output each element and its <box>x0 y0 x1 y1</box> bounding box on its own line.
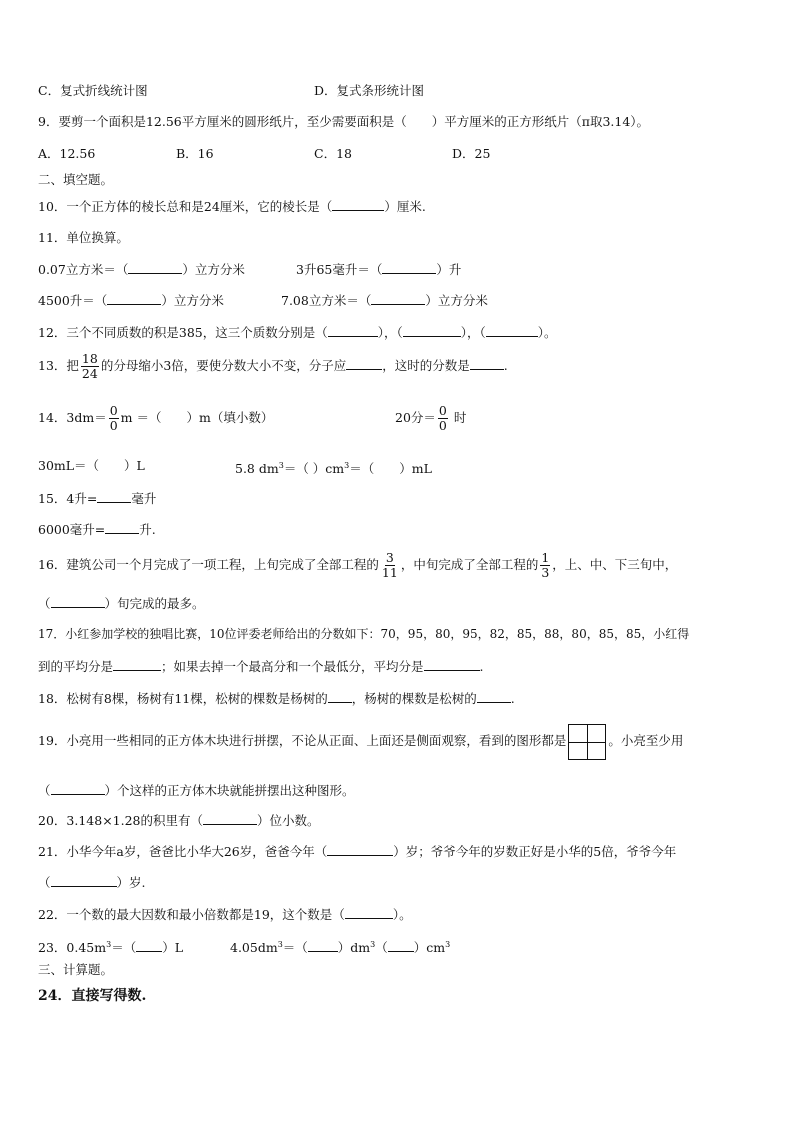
q13-text-c: ，这时的分数是 <box>382 358 470 373</box>
section-fill-in-title: 二、填空题。 <box>38 172 114 187</box>
q14-row2 <box>38 458 432 477</box>
q23-text-c: ）L <box>162 940 184 956</box>
q16-fraction2-num: 1 <box>541 550 550 565</box>
q11-r2-text-d: ）立方分米 <box>425 293 488 308</box>
q16-text-e: ）旬完成的最多。 <box>104 596 205 611</box>
q21-row1 <box>38 843 676 860</box>
q11-r2-blank1[interactable] <box>107 292 161 305</box>
q21-blank1[interactable] <box>327 843 393 856</box>
q11-r1-text-c: 3升65毫升＝（ <box>296 262 383 277</box>
q11-r1-blank1[interactable] <box>128 261 182 274</box>
q17-blank1[interactable] <box>113 658 161 671</box>
q14-sup-g: 3 <box>344 461 350 470</box>
q23-blank2[interactable] <box>308 939 338 952</box>
q16-blank[interactable] <box>51 595 105 608</box>
q11-r2-text-b: ）立方分米 <box>161 293 224 308</box>
q18-text-a: 18．松树有8棵，杨树有11棵，松树的棵数是杨树的 <box>38 691 328 706</box>
q17-text-d: . <box>479 659 484 674</box>
q20 <box>38 812 320 829</box>
q20-text-a: 20．3.148×1.28的积里有（ <box>38 813 203 828</box>
q21-text-b: ）岁；爷爷今年的岁数正好是小华的5倍，爷爷今年 <box>393 844 677 859</box>
q23-text-b: ＝（ <box>111 940 137 956</box>
q21-text-c: （ <box>38 875 51 890</box>
q19-text-a: 19．小亮用一些相同的正方体木块进行拼摆，不论从正面、上面还是侧面观察，看到的图形都是 <box>38 733 567 748</box>
q14-text-c: 20分＝ <box>395 410 436 425</box>
q14-text-h: ＝（ ）mL <box>349 461 432 477</box>
q21-text-a: 21．小华今年a岁，爸爸比小华大26岁，爸爸今年（ <box>38 844 328 859</box>
q22-text-b: ）。 <box>392 907 412 922</box>
q23-blank1[interactable] <box>136 939 162 952</box>
four-squares-grid-icon <box>568 724 606 760</box>
q19-text-d: ）个这样的正方体木块就能拼摆出这种图形。 <box>104 783 355 798</box>
q19-text-b: 。小亮至少用 <box>608 733 684 748</box>
q15-blank2[interactable] <box>105 521 139 534</box>
q16-fraction1-den: 11 <box>381 565 398 580</box>
q12-blank1[interactable] <box>328 324 378 337</box>
q14-fraction1-den: 0 <box>109 418 118 433</box>
q8-options <box>38 83 425 99</box>
q10-text-a: 10．一个正方体的棱长总和是24厘米，它的棱长是（ <box>38 199 333 214</box>
q15-text-d: 升. <box>139 522 156 537</box>
q8-option-d: D．复式条形统计图 <box>314 83 425 98</box>
q17-blank2[interactable] <box>424 658 480 671</box>
q11-r2-text-a: 4500升＝（ <box>38 293 108 308</box>
q11-r1-text-d: ）升 <box>436 262 462 277</box>
q13-fraction <box>81 352 99 381</box>
q23-sup-a: 3 <box>106 940 112 949</box>
q16-row1 <box>38 549 677 581</box>
q18-blank2[interactable] <box>477 690 511 703</box>
q17-row2 <box>38 658 484 675</box>
q13-text-b: 的分母缩小3倍，要使分数大小不变，分子应 <box>100 358 347 373</box>
q22-text-a: 22．一个数的最大因数和最小倍数都是19，这个数是（ <box>38 907 345 922</box>
q23-text-a: 23．0.45m <box>38 940 107 956</box>
q11-r2-text-c: 7.08立方米＝（ <box>281 293 372 308</box>
q14-fraction1-num: 0 <box>109 403 118 418</box>
q23-text-f: ）dm <box>337 940 371 956</box>
q22 <box>38 906 412 923</box>
q17-text-b: 到的平均分是 <box>38 659 114 674</box>
q11-r1-text-b: ）立方分米 <box>182 262 245 277</box>
q14-fraction1 <box>109 404 119 433</box>
q13-fraction-num: 18 <box>81 351 98 366</box>
q12-blank3[interactable] <box>486 324 538 337</box>
q15-row2 <box>38 521 156 538</box>
q12-text-b: ），（ <box>377 325 403 340</box>
q23-text-d: 4.05dm <box>230 940 278 956</box>
q9-option-b: B．16 <box>176 146 214 161</box>
q9-option-c: C．18 <box>314 146 352 161</box>
q9-text: 9．要剪一个面积是12.56平方厘米的圆形纸片，至少需要面积是（ ）平方厘米的正方形纸片（π取3.14）。 <box>38 114 650 129</box>
q16-text-a: 16．建筑公司一个月完成了一项工程，上旬完成了全部工程的 <box>38 557 379 572</box>
q16-fraction2 <box>540 551 550 580</box>
q14-fraction2-num: 0 <box>438 403 447 418</box>
q22-blank[interactable] <box>345 906 393 919</box>
q11-r1-text-a: 0.07立方米＝（ <box>38 262 129 277</box>
q16-fraction2-den: 3 <box>541 565 550 580</box>
q16-text-d: （ <box>38 596 51 611</box>
q14-text-b: m ＝（ ）m（填小数） <box>120 410 274 425</box>
q18 <box>38 690 515 707</box>
q14-fraction2-den: 0 <box>438 418 447 433</box>
q13 <box>38 350 508 382</box>
q23-text-h: ）cm <box>413 940 446 956</box>
q9-option-a: A．12.56 <box>38 146 96 161</box>
q9-option-d: D．25 <box>452 146 491 161</box>
q14-text-a: 14．3dm＝ <box>38 410 107 425</box>
q13-text-d: . <box>503 358 508 373</box>
q21-text-d: ）岁. <box>116 875 146 890</box>
q23-sup-d: 3 <box>277 940 283 949</box>
q11-r2-blank2[interactable] <box>371 292 425 305</box>
q15-blank1[interactable] <box>97 490 131 503</box>
q23-sup-f: 3 <box>370 940 376 949</box>
q12-text-a: 12．三个不同质数的积是385，这三个质数分别是（ <box>38 325 328 340</box>
q13-fraction-den: 24 <box>81 366 98 381</box>
q10-blank[interactable] <box>332 198 384 211</box>
q12-text-d: ）。 <box>537 325 557 340</box>
q11-title: 11．单位换算。 <box>38 230 129 245</box>
q18-text-b: ，杨树的棵数是松树的 <box>351 691 477 706</box>
q15-row1 <box>38 490 156 507</box>
q10 <box>38 198 426 215</box>
q19-text-c: （ <box>38 783 51 798</box>
q14-text-e: 30mL＝（ ）L <box>38 458 145 473</box>
q14-fraction2 <box>438 404 448 433</box>
q18-blank1[interactable] <box>328 690 352 703</box>
q23-text-e: ＝（ <box>282 940 308 956</box>
q14-text-f: 5.8 dm <box>235 461 279 477</box>
q12-blank2[interactable] <box>403 324 461 337</box>
q17-row1: 17．小红参加学校的独唱比赛，10位评委老师给出的分数如下：70，95，80，95，82，85，88，80，85，85，小红得 <box>38 627 690 641</box>
q16-text-c: ，上、中、下三旬中， <box>552 557 678 572</box>
q13-text-a: 13．把 <box>38 358 79 373</box>
q21-blank2[interactable] <box>51 874 117 887</box>
q15-text-c: 6000毫升= <box>38 522 106 537</box>
q16-row2 <box>38 595 205 612</box>
q14-text-g: ＝（ ）cm <box>283 461 345 477</box>
q14-row1 <box>38 402 467 434</box>
q13-blank1[interactable] <box>346 357 382 370</box>
q15-text-b: 毫升 <box>131 491 157 506</box>
q15-text-a: 15．4升= <box>38 491 98 506</box>
q18-text-c: . <box>510 691 515 706</box>
section-calculation-title: 三、计算题。 <box>38 962 114 977</box>
q23-sup-h: 3 <box>445 940 451 949</box>
q8-option-c: C．复式折线统计图 <box>38 83 148 98</box>
q11-r1-blank2[interactable] <box>382 261 436 274</box>
q19-row2 <box>38 782 355 799</box>
q14-text-d: 时 <box>449 410 467 425</box>
q16-fraction1 <box>381 551 399 580</box>
q16-text-b: ，中旬完成了全部工程的 <box>400 557 539 572</box>
q23-blank3[interactable] <box>388 939 414 952</box>
q23-text-g: （ <box>375 940 388 956</box>
q17-text-c: ；如果去掉一个最高分和一个最低分，平均分是 <box>161 659 424 674</box>
q10-text-b: ）厘米. <box>384 199 426 214</box>
q12 <box>38 324 557 341</box>
q19-blank[interactable] <box>51 782 105 795</box>
q21-row2 <box>38 874 146 891</box>
q19-row1 <box>38 722 683 760</box>
q14-sup-f: 3 <box>278 461 284 470</box>
q20-text-b: ）位小数。 <box>257 813 320 828</box>
q16-fraction1-num: 3 <box>385 550 394 565</box>
q11-row1 <box>38 261 462 278</box>
q24: 24．直接写得数. <box>38 988 147 1004</box>
q13-blank2[interactable] <box>470 357 504 370</box>
q12-text-c: ），（ <box>460 325 486 340</box>
q11-row2 <box>38 292 488 309</box>
q20-blank[interactable] <box>203 812 257 825</box>
q23 <box>38 937 451 956</box>
